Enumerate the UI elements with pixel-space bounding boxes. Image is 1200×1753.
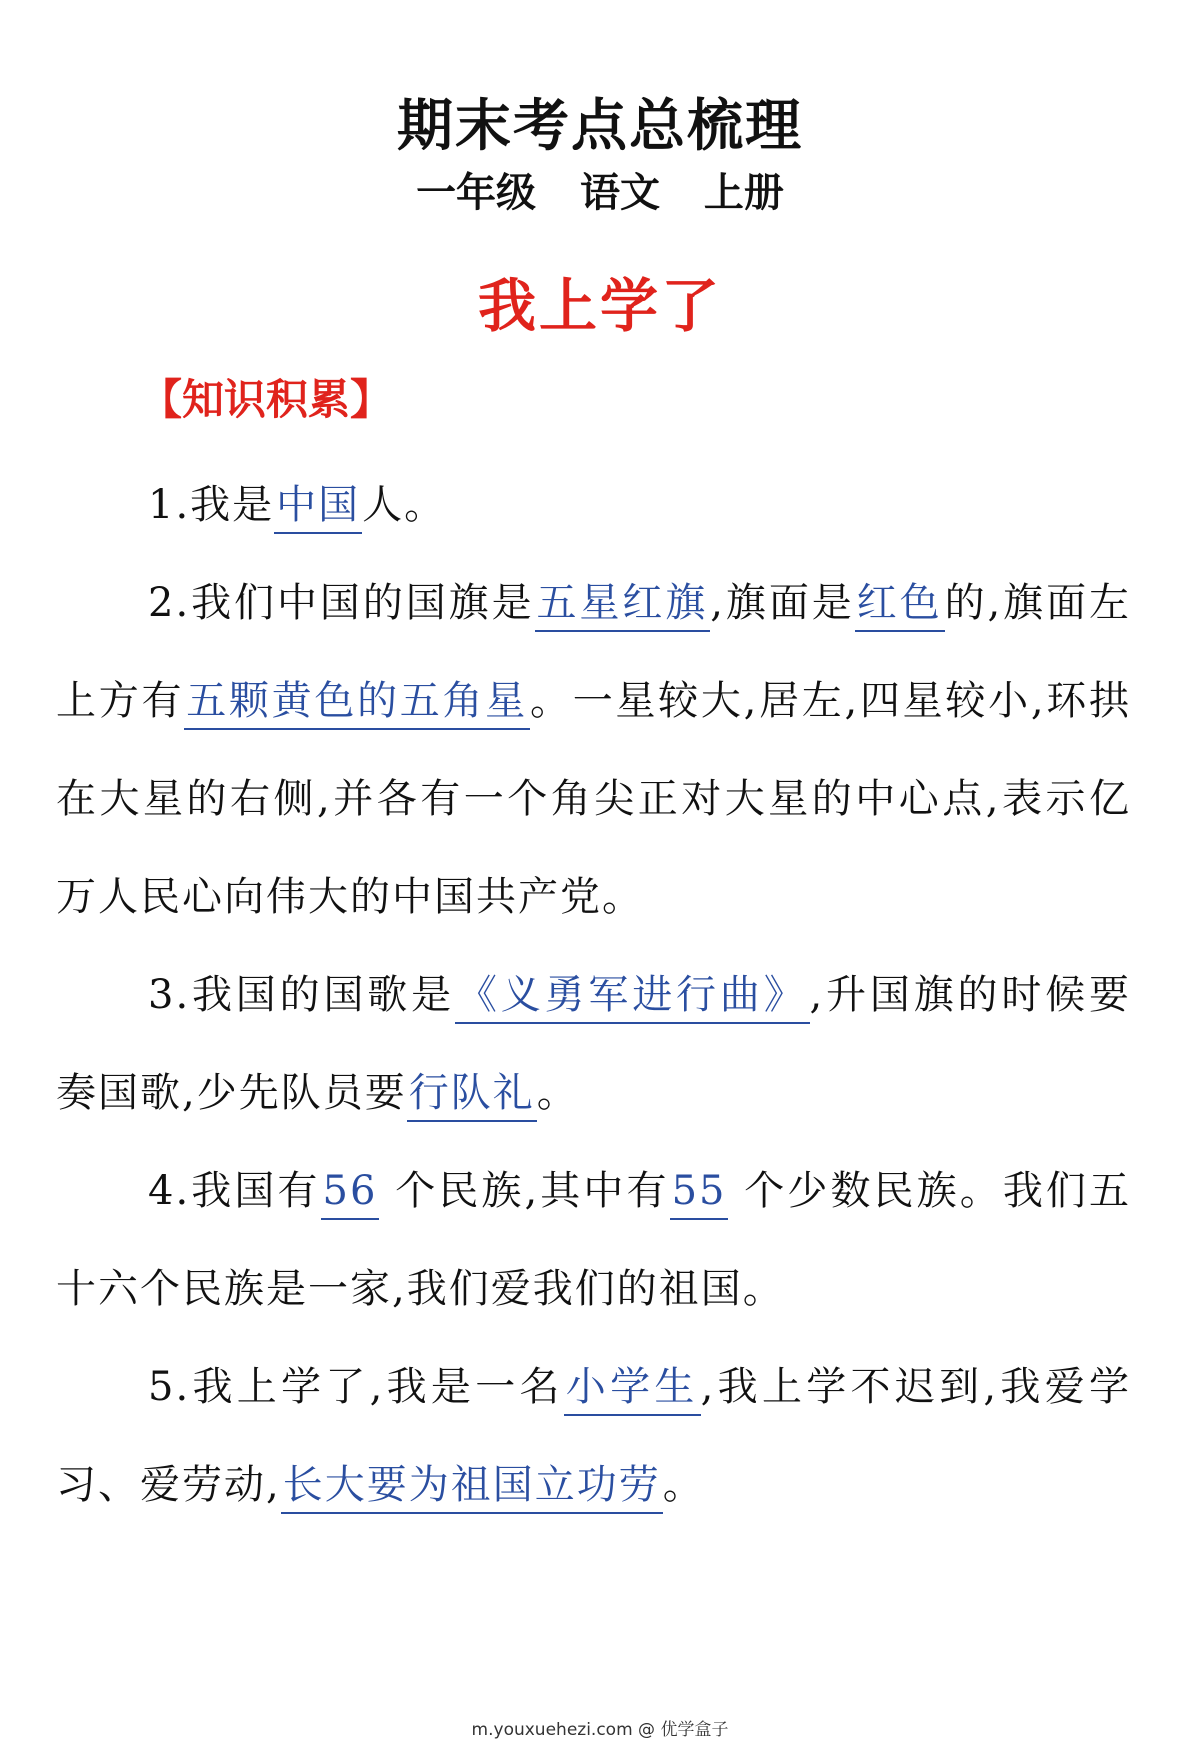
knowledge-item-3	[56, 946, 1131, 1142]
item-text: 个少数民族。我们五十六个民族是一家,我们爱我们的祖国。	[56, 1168, 1131, 1312]
item-text: 2.我们中国的国旗是	[148, 580, 535, 626]
item-text: 个民族,其中有	[379, 1168, 670, 1214]
item-text: 人。	[362, 482, 447, 528]
knowledge-content	[56, 456, 1131, 1534]
item-text: 的,旗面左上方有	[56, 580, 1132, 724]
item-text: ,升国旗的时候要奏国歌,少先队员要	[56, 972, 1132, 1116]
item-text: 1.我是	[148, 482, 275, 528]
knowledge-item-5	[56, 1338, 1131, 1534]
item-text: 。一星较大,居左,四星较小,环拱在大星的右侧,并各有一个角尖正对大星的中心点,表示亿万人民心向伟大的中国共产党。	[56, 678, 1132, 920]
answer-blank: 小学生	[564, 1364, 701, 1416]
item-text: ,旗面是	[710, 580, 855, 626]
knowledge-item-2	[56, 554, 1131, 946]
item-text: 。	[536, 1070, 579, 1116]
answer-blank: 红色	[855, 580, 945, 632]
item-text: 。	[662, 1462, 705, 1508]
answer-blank: 55	[670, 1168, 729, 1220]
answer-blank: 行队礼	[407, 1070, 537, 1122]
item-text: 4.我国有	[148, 1168, 321, 1214]
answer-blank: 中国	[274, 482, 362, 534]
lesson-title: 我上学了	[477, 272, 722, 340]
item-text: ,我上学不迟到,我爱学习、爱劳动,	[56, 1364, 1131, 1508]
item-text: 3.我国的国歌是	[148, 972, 455, 1018]
footer-watermark: m.youxuehezi.com @ 优学盒子	[471, 1720, 729, 1740]
document-subtitle: 一年级 语文 上册	[416, 170, 784, 216]
answer-blank: 《义勇军进行曲》	[455, 972, 810, 1024]
item-text: 5.我上学了,我是一名	[148, 1364, 564, 1410]
document-title: 期末考点总梳理	[397, 94, 803, 159]
section-heading: 【知识积累】	[140, 375, 393, 424]
answer-blank: 五星红旗	[535, 580, 711, 632]
answer-blank: 五颗黄色的五角星	[184, 678, 530, 730]
answer-blank: 长大要为祖国立功劳	[281, 1462, 663, 1514]
answer-blank: 56	[321, 1168, 380, 1220]
knowledge-item-4	[56, 1142, 1131, 1338]
knowledge-item-1	[56, 456, 1131, 554]
